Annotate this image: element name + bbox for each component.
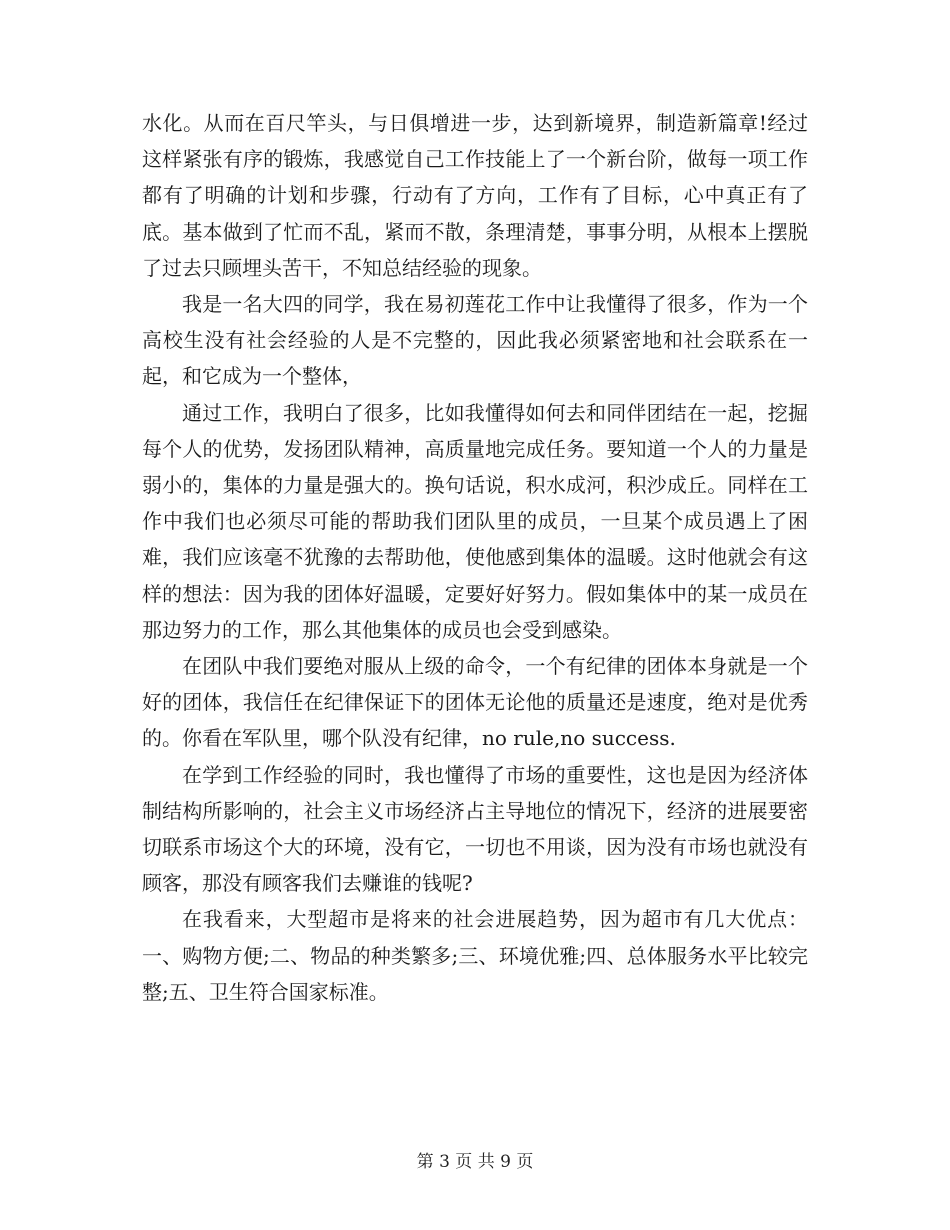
paragraph: 在团队中我们要绝对服从上级的命令，一个有纪律的团体本身就是一个好的团体，我信任在纪律保证下的团体无论他的质量还是速度，绝对是优秀的。你看在军队里，哪个队没有纪律，no rule,no success. — [142, 654, 808, 751]
paragraph: 在我看来，大型超市是将来的社会进展趋势，因为超市有几大优点：一、购物方便;二、物品的种类繁多;三、环境优雅;四、总体服务水平比较完整;五、卫生符合国家标准。 — [142, 907, 808, 1004]
document-body — [142, 105, 808, 1010]
paragraph: 我是一名大四的同学，我在易初莲花工作中让我懂得了很多，作为一个高校生没有社会经验的人是不完整的，因此我必须紧密地和社会联系在一起，和它成为一个整体， — [142, 292, 808, 389]
paragraph: 在学到工作经验的同时，我也懂得了市场的重要性，这也是因为经济体制结构所影响的，社会主义市场经济占主导地位的情况下，经济的进展要密切联系市场这个大的环境，没有它，一切也不用谈，因为没有市场也就没有顾客，那没有顾客我们去赚谁的钱呢? — [142, 762, 808, 896]
paragraph: 通过工作，我明白了很多，比如我懂得如何去和同伴团结在一起，挖掘每个人的优势，发扬团队精神，高质量地完成任务。要知道一个人的力量是弱小的，集体的力量是强大的。换句话说，积水成河，积沙成丘。同样在工作中我们也必须尽可能的帮助我们团队里的成员，一旦某个成员遇上了困难，我们应该毫不犹豫的去帮助他，使他感到集体的温暖。这时他就会有这样的想法：因为我的团体好温暖，定要好好努力。假如集体中的某一成员在那边努力的工作，那么其他集体的成员也会受到感染。 — [142, 400, 808, 642]
page-number-footer: 第 3 页 共 9 页 — [416, 1152, 534, 1172]
paragraph: 水化。从而在百尺竿头，与日俱增进一步，达到新境界，制造新篇章!经过这样紧张有序的锻炼，我感觉自己工作技能上了一个新台阶，做每一项工作都有了明确的计划和步骤，行动有了方向，工作有了目标，心中真正有了底。基本做到了忙而不乱，紧而不散，条理清楚，事事分明，从根本上摆脱了过去只顾埋头苦干，不知总结经验的现象。 — [142, 111, 808, 280]
